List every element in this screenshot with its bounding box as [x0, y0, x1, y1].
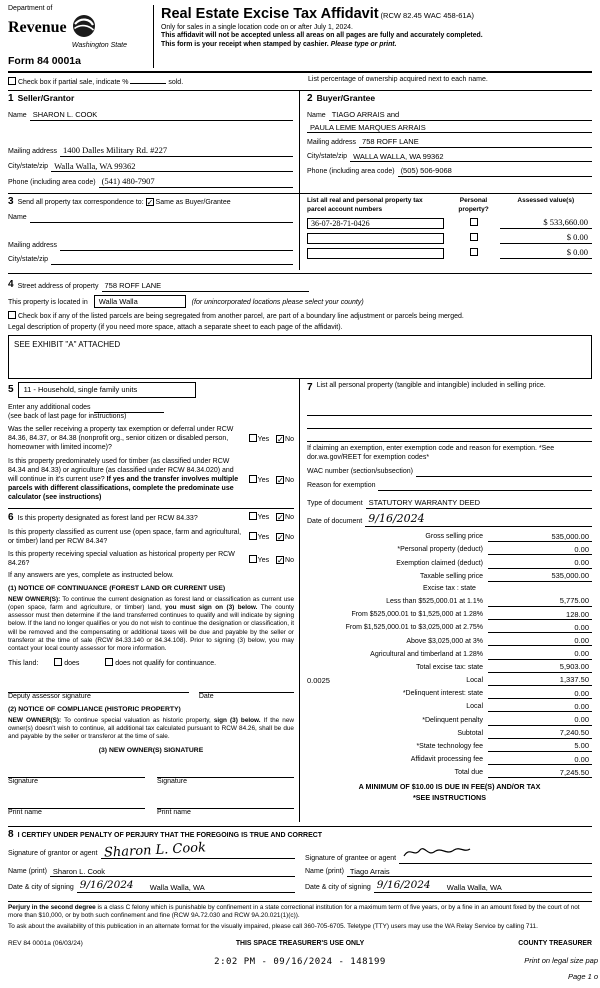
grantee-name-print-label: Name (print) [305, 868, 344, 876]
s6q3-no-checkbox[interactable]: ✓ [277, 555, 284, 565]
tax-label: From $525,000.01 to $1,525,000 at 1.28% [351, 611, 483, 619]
tax-line-local [307, 675, 592, 686]
partial-sale-sold-label: sold. [168, 78, 184, 86]
grantor-date-handwriting: 9/16/2024 [79, 879, 134, 892]
tax-line-tier3 [307, 623, 592, 634]
buyer-mailing-field[interactable]: 758 ROFF LANE [359, 137, 592, 148]
located-in-label: This property is located in [8, 298, 88, 306]
tax-line-tier2 [307, 610, 592, 621]
corr-mailing-field[interactable] [60, 241, 293, 251]
legal-description-label: Legal description of property (if you need more space, attach a separate sheet to each page of the affidavit). [8, 324, 343, 332]
yes-label: Yes [257, 436, 270, 444]
section-1-number: 1 [8, 93, 14, 105]
seller-exemption-question-text: Was the seller receiving a property tax exemption or deferral under RCW 84.36, 84.37, or 84.38 (nonprofit org., senior citizen or disabled person, homeowner with limited income)? [8, 426, 234, 452]
s5q1-yes-checkbox[interactable] [249, 434, 257, 442]
excise-tax-state-header: Excise tax : state [423, 584, 476, 592]
section-2-buyer [300, 91, 592, 193]
tax-label: Exemption claimed (deduct) [396, 559, 483, 567]
this-land-label: This land: [8, 660, 39, 668]
cashier-stamp: 2:02 PM - 09/16/2024 - 148199 [214, 956, 386, 967]
owner-signature-2-block [157, 766, 294, 787]
seller-title: Seller/Grantor [17, 93, 75, 104]
perjury-notice [8, 901, 592, 931]
page-number-note: Page 1 o [567, 972, 598, 982]
page-title: Real Estate Excise Tax Affidavit [161, 6, 379, 22]
section-3-row [8, 194, 592, 274]
seller-mailing-field[interactable]: 1400 Dalles Military Rd. #227 [60, 145, 293, 157]
no-label: No [285, 436, 294, 444]
revenue-wordmark: Revenue [8, 18, 67, 36]
wac-number-label: WAC number (section/subsection) [307, 468, 413, 476]
owner-printname-row [8, 797, 294, 818]
buyer-name-field[interactable]: TIAGO ARRAIS and [329, 110, 592, 121]
historical-question [8, 551, 294, 569]
personal-property-checkbox-2[interactable] [470, 233, 478, 241]
owner-printname-1-block [8, 797, 145, 818]
section-8-certification [8, 826, 592, 896]
tax-label: Subtotal [457, 729, 483, 737]
tax-line-taxable [307, 571, 592, 582]
processing-fee-field[interactable]: 0.00 [488, 755, 592, 766]
personal-property-checkbox-3[interactable] [470, 248, 478, 256]
timber-question-normal: Is this property predominately used for timber (as classified under RCW 84.34 and 84.33) or agriculture (as classified under RCW 84.34.020) and will continue in it's current use? [8, 457, 234, 483]
grantor-date-city-label: Date & city of signing [8, 884, 74, 892]
tax-line-subtotal [307, 728, 592, 739]
corr-name-field[interactable] [30, 213, 293, 223]
subtotal-field[interactable]: 7,240.50 [488, 728, 592, 739]
local-tax-field[interactable]: 1,337.50 [488, 675, 592, 686]
parcel-number-field-3[interactable] [307, 248, 444, 259]
grantee-city-field[interactable]: Walla Walla, WA [444, 883, 592, 894]
middle-left-column [8, 379, 300, 821]
yes-label: Yes [257, 534, 270, 542]
grantee-signature-label: Signature of grantee or agent [305, 854, 397, 862]
grantee-signature-scribble [402, 854, 472, 861]
county-treasurer-label: COUNTY TREASURER [518, 939, 592, 947]
title-rcw-code: (RCW 82.45 WAC 458-61A) [380, 11, 475, 20]
partial-sale-line [8, 76, 300, 88]
parcel-number-field-2[interactable] [307, 233, 444, 244]
tier4-amount-field[interactable]: 0.00 [488, 636, 592, 647]
timber-question-text [8, 458, 249, 503]
segregated-checkbox[interactable] [8, 311, 16, 319]
forest-land-text: Is this property designated as forest land per RCW 84.33? [17, 514, 198, 522]
certify-statement: I CERTIFY UNDER PENALTY OF PERJURY THAT THE FOREGOING IS TRUE AND CORRECT [17, 831, 323, 839]
personal-property-field-2[interactable] [307, 416, 592, 429]
land-use-code-select[interactable]: 11 - Household, single family units [18, 382, 196, 398]
total-excise-state-field[interactable]: 5,903.00 [488, 662, 592, 673]
tax-label: Gross selling price [425, 533, 483, 541]
buyer-name-field-2[interactable]: PAULA LEME MARQUES ARRAIS [307, 123, 592, 134]
technology-fee-field[interactable]: 5.00 [488, 741, 592, 752]
no-label: No [285, 556, 294, 564]
buyer-phone-label: Phone (including area code) [307, 168, 395, 176]
date-of-document-handwriting: 9/16/2024 [368, 511, 425, 525]
buyer-phone-field[interactable]: (505) 506-9068 [398, 166, 592, 177]
middle-region [8, 379, 592, 821]
grantor-city-field[interactable]: Walla Walla, WA [147, 883, 295, 894]
tax-computation [307, 532, 592, 802]
header-note-1: Only for sales in a single location code on or after July 1, 2024. [161, 23, 353, 31]
partial-sale-percent-field[interactable] [130, 76, 166, 84]
total-due-field[interactable]: 7,245.50 [488, 768, 592, 779]
notice1-part1: To continue the current designation as forest land or classification as current use (open space, farm and agriculture, or timber) land, [8, 595, 294, 611]
land-qualify-line [8, 658, 294, 669]
tier1-amount-field[interactable]: 5,775.00 [488, 596, 592, 607]
seller-mailing-label: Mailing address [8, 147, 58, 155]
section-6-number: 6 [8, 511, 14, 523]
tax-line-personal-deduct [307, 545, 592, 556]
deputy-date-label: Date [198, 693, 214, 701]
additional-codes-field[interactable] [94, 403, 164, 413]
delinquent-interest-state-field[interactable]: 0.00 [488, 689, 592, 700]
section-2-number: 2 [307, 93, 313, 105]
tax-line-processing-fee [307, 755, 592, 766]
additional-codes-label: Enter any additional codes [8, 404, 91, 411]
timber-answer [249, 475, 294, 486]
does-not-label: does not qualify for continuance. [115, 660, 217, 668]
s6q2-no-checkbox[interactable]: ✓ [277, 533, 284, 543]
yes-label: Yes [257, 476, 270, 484]
washington-state-label: Washington State [71, 41, 127, 49]
taxable-selling-price-field[interactable]: 535,000.00 [488, 571, 592, 582]
parcel-number-field-1[interactable]: 36-07-28-71-0426 [307, 218, 444, 229]
owner-signature-2-field[interactable] [157, 766, 294, 778]
tax-label: Local [466, 703, 483, 711]
no-label: No [285, 514, 294, 522]
grantor-signature-field[interactable] [101, 839, 295, 861]
no-label: No [285, 534, 294, 542]
street-address-label: Street address of property [17, 282, 99, 290]
tax-line-agricultural [307, 649, 592, 660]
corr-name-label: Name [8, 214, 27, 222]
additional-codes-note: (see back of last page for instructions) [8, 412, 127, 420]
s5q1-no-checkbox[interactable]: ✓ [277, 435, 284, 445]
personal-property-header: Personal property? [458, 197, 489, 213]
parcel-table-header [307, 197, 592, 214]
tax-line-delinquent-interest-local [307, 702, 592, 713]
seller-name-field[interactable]: SHARON L. COOK [30, 110, 293, 121]
notice1-bold: you must sign on (3) below. [165, 603, 258, 611]
forest-land-answer [249, 512, 294, 523]
type-of-document-label: Type of document [307, 499, 363, 507]
same-as-buyer-checkbox[interactable]: ✓ [146, 198, 154, 208]
personal-property-label: List all personal property (tangible and intangible) included in selling price. [316, 382, 546, 390]
local-rate-value: 0.0025 [307, 676, 330, 686]
grantor-signature-label: Signature of grantor or agent [8, 849, 98, 857]
tier2-amount-field[interactable]: 128.00 [488, 610, 592, 621]
tax-line-delinquent-interest-state [307, 689, 592, 700]
parcel-row [307, 232, 592, 244]
notice-continuance-text [8, 596, 294, 653]
buyer-title: Buyer/Grantee [316, 93, 376, 104]
seller-exemption-question [8, 426, 294, 453]
owner-signature-row [8, 766, 294, 787]
title-block [154, 5, 592, 68]
current-use-question [8, 529, 294, 547]
notice2-part1: To continue special valuation as historic property, [61, 716, 214, 724]
alternate-format-note: To ask about the availability of this publication in an alternate format for the visually impaired, please call 360-705-6705. Teletype (TTY) users may use the WA Relay Service by calling 711. [8, 922, 538, 930]
minimum-due-note: A MINIMUM OF $10.00 IS DUE IN FEE(S) AND/OR TAX [358, 782, 541, 792]
top-note-row [8, 73, 592, 91]
tax-label: Above $3,025,000 at 3% [406, 637, 483, 645]
signature-label: Signature [157, 777, 187, 785]
timber-question [8, 458, 294, 503]
tax-label: *Delinquent interest: state [402, 690, 483, 698]
assessed-value-field-1[interactable]: $ 533,660.00 [500, 217, 592, 229]
print-name-label: Print name [157, 808, 191, 816]
timber-question-bold: If yes and the transfer involves multiple parcels with different classifications, complete the predominate use calculator (see instructions) [8, 475, 239, 501]
grantor-name-print-label: Name (print) [8, 868, 47, 876]
section-3-number: 3 [8, 196, 14, 208]
deputy-assessor-signature-field[interactable] [8, 681, 189, 693]
dept-of-label: Department of [8, 5, 53, 12]
s6q1-no-checkbox[interactable]: ✓ [277, 513, 284, 523]
tax-label: From $1,525,000.01 to $3,025,000 at 2.75% [345, 624, 483, 632]
assessed-value-field-3[interactable]: $ 0.00 [500, 247, 592, 259]
buyer-city-field[interactable]: WALLA WALLA, WA 99362 [350, 152, 592, 163]
tax-line-technology-fee [307, 741, 592, 752]
segregated-label: Check box if any of the listed parcels are being segregated from another parcel, are part of a boundary line adjustment or parcels being merged. [17, 313, 464, 321]
tax-line-total-due [307, 768, 592, 779]
tax-line-delinquent-penalty [307, 715, 592, 726]
owner-printname-2-field[interactable] [157, 797, 294, 809]
grantee-signature-field[interactable] [399, 844, 592, 864]
exemption-claimed-field[interactable]: 0.00 [488, 558, 592, 569]
buyer-mailing-label: Mailing address [307, 138, 357, 146]
deputy-assessor-row [8, 681, 294, 702]
tax-line-tier4 [307, 636, 592, 647]
header-note-3b: Please type or print. [330, 41, 397, 49]
reason-exemption-field[interactable] [378, 481, 592, 491]
owner-signature-1-block [8, 766, 145, 787]
deputy-date-field[interactable] [199, 681, 294, 693]
reason-exemption-label: Reason for exemption [307, 482, 376, 490]
tax-label: Affidavit processing fee [410, 756, 483, 764]
treasurer-space-label: THIS SPACE TREASURER'S USE ONLY [235, 939, 365, 947]
section-1-seller [8, 91, 300, 193]
seller-name-label: Name [8, 111, 27, 119]
grantor-signature-block [8, 839, 305, 864]
tax-label: Total due [454, 769, 483, 777]
grantor-signature-handwriting: Sharon L. Cook [103, 839, 206, 861]
section-8-number: 8 [8, 828, 14, 840]
corr-city-label: City/state/zip [8, 256, 49, 264]
s5q2-no-checkbox[interactable]: ✓ [277, 475, 284, 485]
seller-exemption-answer [249, 434, 294, 445]
buyer-name-label: Name [307, 111, 326, 119]
correspondence-label: Send all property tax correspondence to: [17, 199, 144, 207]
deputy-assessor-label: Deputy assessor signature [8, 693, 91, 701]
parties-row [8, 91, 592, 194]
parcel-numbers-header: List all real and personal property tax parcel account numbers [307, 197, 423, 213]
street-address-field[interactable]: 758 ROFF LANE [102, 281, 310, 292]
seller-city-field[interactable]: Walla Walla, WA 99362 [51, 161, 293, 173]
notice-compliance-text [8, 717, 294, 742]
partial-sale-label: Check box if partial sale, indicate % [17, 78, 129, 86]
current-use-answer [249, 532, 294, 543]
buyer-city-label: City/state/zip [307, 153, 348, 161]
deputy-signature-block [8, 681, 189, 702]
located-in-note: (for unincorporated locations please select your county) [191, 298, 364, 306]
notice-compliance-title: (2) NOTICE OF COMPLIANCE (HISTORIC PROPERTY) [8, 706, 181, 713]
new-owners-label: NEW OWNER(S): [8, 595, 61, 603]
gross-selling-price-field[interactable]: 535,000.00 [488, 532, 592, 543]
new-owners-signature-title: (3) NEW OWNER(S) SIGNATURE [98, 747, 204, 755]
date-of-document-field[interactable] [365, 513, 592, 527]
legal-size-note: Print on legal size pap [524, 956, 598, 966]
yes-label: Yes [257, 556, 270, 564]
s6q2-yes-checkbox[interactable] [249, 532, 257, 540]
notice1-part2: The county assessor must then determine if the land transferred continues to qualify and will indicate by signing below. If the land no longer qualifies or you do not wish to continue the designation or classification, it will be removed and the compensating or additional taxes will be due and payable by the seller or transferor at the time of sale (RCW 84.33.140 or 84.34.108). Prior to signing (3) below, you may contact your local county assessor for more information. [8, 603, 295, 652]
historical-question-text: Is this property receiving special valuation as historical property per RCW 84.26? [8, 551, 235, 568]
grantee-date-city-label: Date & city of signing [305, 884, 371, 892]
corr-mailing-label: Mailing address [8, 242, 58, 250]
tax-line-exemption-deduct [307, 558, 592, 569]
assessed-value-field-2[interactable]: $ 0.00 [500, 232, 592, 244]
tax-label: Total excise tax: state [416, 663, 483, 671]
tax-label: Taxable selling price [419, 572, 483, 580]
personal-property-checkbox-1[interactable] [470, 218, 478, 226]
signature-label: Signature [8, 777, 38, 785]
historical-answer [249, 555, 294, 566]
footer-row [8, 940, 592, 949]
forest-land-question-text [8, 512, 249, 525]
located-in-select[interactable]: Walla Walla [94, 295, 186, 309]
s5q2-yes-checkbox[interactable] [249, 475, 257, 483]
exemption-note: If claiming an exemption, enter exemption code and reason for exemption. *See dor.wa.gov/REET for exemption codes* [307, 445, 555, 462]
owner-printname-1-field[interactable] [8, 797, 145, 809]
wac-number-field[interactable] [416, 467, 592, 477]
ownership-note: List percentage of ownership acquired next to each name. [308, 75, 488, 83]
section-7-number: 7 [307, 382, 313, 394]
perjury-bold: Perjury in the second degree [8, 904, 96, 912]
print-name-label: Print name [8, 808, 42, 816]
section-6-designations [8, 508, 294, 818]
personal-property-deduct-field[interactable]: 0.00 [488, 545, 592, 556]
header-note-2: This affidavit will not be accepted unless all areas on all pages are fully and accurately completed. [161, 32, 483, 40]
tax-line-gross [307, 532, 592, 543]
tax-label: Agricultural and timberland at 1.28% [370, 650, 483, 658]
section-5-use-code [8, 382, 294, 502]
form-number: Form 84 0001a [8, 54, 81, 67]
owner-printname-2-block [157, 797, 294, 818]
exemption-block [307, 441, 592, 491]
does-label: does [64, 660, 80, 668]
section-4-number: 4 [8, 279, 14, 291]
delinquent-interest-local-field[interactable]: 0.00 [488, 702, 592, 713]
section-3-correspondence [8, 194, 300, 270]
no-label: No [285, 476, 294, 484]
type-of-document-field[interactable]: STATUTORY WARRANTY DEED [366, 498, 592, 509]
assessed-value-header: Assessed value(s) [517, 197, 575, 205]
rev-number: REV 84 0001a (06/03/24) [8, 939, 83, 947]
agricultural-amount-field[interactable]: 0.00 [488, 649, 592, 660]
personal-property-field-1[interactable] [307, 403, 592, 416]
grantee-name-print-field[interactable]: Tiago Arrais [347, 867, 592, 878]
land-does-not-checkbox[interactable] [105, 658, 113, 666]
see-instructions-note: *SEE INSTRUCTIONS [412, 792, 487, 802]
seller-city-label: City/state/zip [8, 163, 49, 171]
s6q1-yes-checkbox[interactable] [249, 512, 257, 520]
tax-label: *Delinquent penalty [422, 716, 483, 724]
owner-signature-1-field[interactable] [8, 766, 145, 778]
s6q3-yes-checkbox[interactable] [249, 555, 257, 563]
tier3-amount-field[interactable]: 0.00 [488, 623, 592, 634]
same-as-buyer-label: Same as Buyer/Grantee [155, 199, 231, 207]
grantor-date-field[interactable] [77, 880, 147, 893]
dor-logo-block [8, 5, 154, 68]
tax-label: Less than $525,000.01 at 1.1% [386, 597, 483, 605]
date-of-document-label: Date of document [307, 517, 363, 525]
section-5-number: 5 [8, 383, 14, 395]
seller-phone-label: Phone (including area code) [8, 179, 96, 187]
middle-right-column [300, 379, 592, 821]
dor-logo-icon [72, 14, 96, 42]
perjury-rest: is a class C felony which is punishable by confinement in a state correctional institution for a maximum term of five years, or by a fine in an amount fixed by the court of not more than $10,000, or by both such confinement and fine (RCW 9A.72.030 and RCW 9A.20.021(1)(c)). [8, 904, 580, 920]
notice2-part2: If the new owner(s) doesn't wish to continue, all additional tax calculated pursuant to RCW 84.26, shall be due and payable by the seller or transferor at the time of sale. [8, 716, 294, 741]
grantee-date-handwriting: 9/16/2024 [376, 879, 431, 892]
tax-label: *State technology fee [416, 743, 483, 751]
new-owners-label: NEW OWNER(S): [8, 716, 62, 724]
deputy-date-block [199, 681, 294, 702]
if-yes-note: If any answers are yes, complete as instructed below. [8, 572, 174, 580]
grantee-date-field[interactable] [374, 880, 444, 893]
section-4-property [8, 274, 592, 379]
current-use-question-text: Is this property classified as current use (open space, farm and agricultural, or timber) land per RCW 84.34? [8, 528, 242, 545]
notice2-bold: sign (3) below. [213, 716, 261, 724]
parcel-table [300, 194, 592, 270]
header [8, 5, 592, 73]
grantor-name-print-field[interactable]: Sharon L. Cook [50, 867, 295, 878]
legal-description-field[interactable]: SEE EXHIBIT "A" ATTACHED [8, 335, 592, 379]
tax-label: *Personal property (deduct) [397, 546, 483, 554]
land-does-checkbox[interactable] [54, 658, 62, 666]
tax-label: Local [466, 677, 483, 685]
header-note-3 [161, 41, 592, 50]
perjury-text [8, 904, 592, 920]
document-block [307, 498, 592, 527]
seller-phone-field[interactable]: (541) 480-7907 [99, 176, 293, 188]
notice-continuance-title: (1) NOTICE OF CONTINUANCE (FOREST LAND OR CURRENT USE) [8, 585, 226, 593]
delinquent-penalty-field[interactable]: 0.00 [488, 715, 592, 726]
forest-land-question [8, 512, 294, 525]
parcel-row [307, 247, 592, 259]
partial-sale-checkbox[interactable] [8, 77, 16, 85]
yes-label: Yes [257, 514, 270, 522]
section-7-personal-property [307, 382, 592, 429]
grantee-signature-block [305, 844, 592, 864]
parcel-row [307, 217, 592, 229]
header-note-3a: This form is your receipt when stamped by cashier. [161, 41, 331, 49]
tax-line-tier1 [307, 596, 592, 607]
tax-line-total-state [307, 662, 592, 673]
corr-city-field[interactable] [51, 255, 293, 265]
